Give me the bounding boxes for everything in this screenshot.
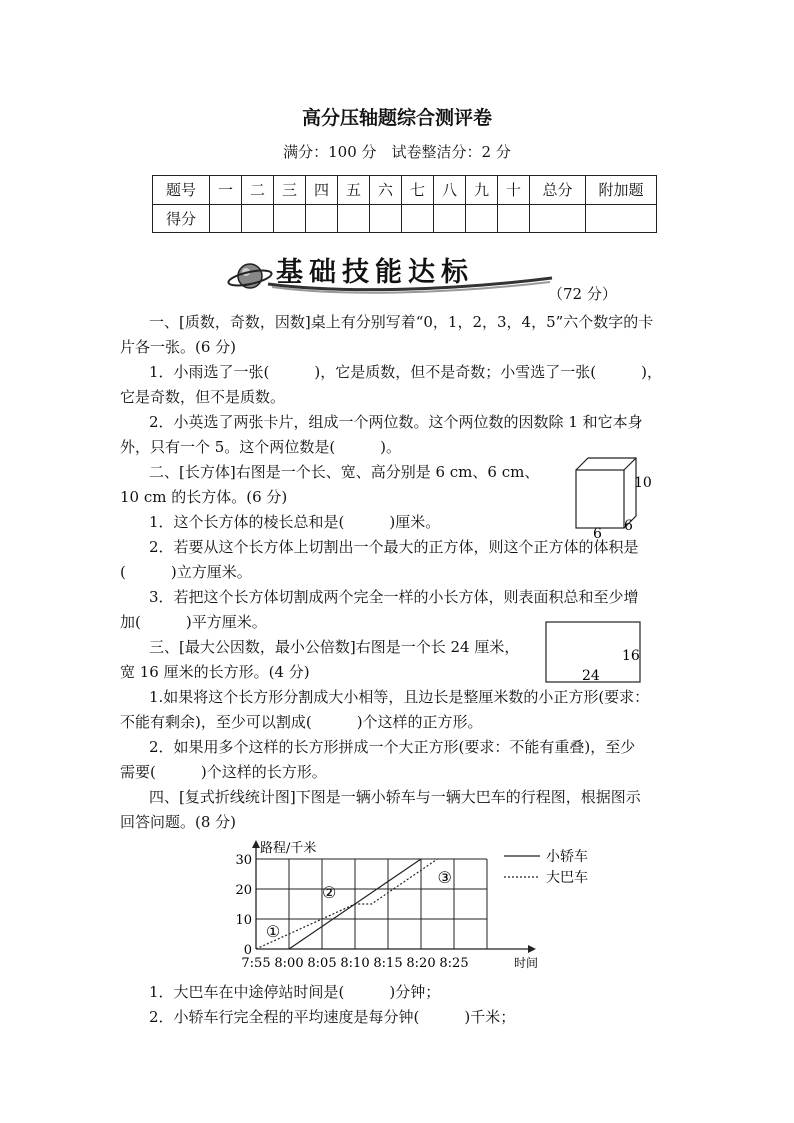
- legend-label-car: 小轿车: [546, 849, 588, 865]
- segment-marker: ②: [322, 883, 337, 902]
- q1-stem-line1: 一、[质数，奇数，因数]桌上有分别写着“0，1，2，3，4，5”六个数字的卡: [149, 313, 654, 331]
- rectangle-length-label: 24: [582, 668, 600, 684]
- score-cell: 总分: [530, 176, 586, 205]
- q4-stem-line1: 四、[复式折线统计图]下图是一辆小轿车与一辆大巴车的行程图，根据图示: [149, 788, 641, 806]
- score-blank[interactable]: [434, 204, 466, 233]
- x-axis-label: 时间: [514, 956, 539, 970]
- score-blank[interactable]: [530, 204, 586, 233]
- score-table-header-row: [153, 176, 657, 205]
- q1-sub1-line1: 1．小雨选了一张( )，它是质数，但不是奇数；小雪选了一张( )，: [149, 363, 662, 381]
- legend-label-bus: 大巴车: [546, 870, 588, 886]
- q1-sub2-line2: 外，只有一个 5。这个两位数是( )。: [120, 438, 402, 456]
- score-blank[interactable]: [370, 204, 402, 233]
- score-cell: 附加题: [586, 176, 657, 205]
- q2-stem-line2: 10 cm 的长方体。(6 分): [120, 488, 288, 506]
- q2-stem-line1: 二、[长方体]右图是一个长、宽、高分别是 6 cm、6 cm、: [149, 463, 540, 481]
- page-subtitle: 满分：100 分 试卷整洁分：2 分: [283, 143, 511, 161]
- score-label: 得分: [153, 204, 210, 233]
- score-blank[interactable]: [586, 204, 657, 233]
- q2-sub2-line2: ( )立方厘米。: [120, 563, 252, 581]
- score-blank[interactable]: [274, 204, 306, 233]
- score-cell: 一: [210, 176, 242, 205]
- q2-sub3-line2: 加( )平方厘米。: [120, 613, 267, 631]
- rectangle-figure: [544, 620, 644, 686]
- cuboid-length-label: 6: [593, 526, 602, 540]
- score-cell: 十: [498, 176, 530, 205]
- x-tick-label: 8:15: [373, 956, 403, 971]
- q2-sub2-line1: 2．若要从这个长方体上切割出一个最大的正方体，则这个正方体的体积是: [149, 538, 639, 556]
- score-table: [152, 175, 657, 233]
- q3-stem-line1: 三、[最大公因数，最小公倍数]右图是一个长 24 厘米，: [149, 638, 520, 656]
- travel-chart: [226, 836, 596, 976]
- score-cell: 六: [370, 176, 402, 205]
- q4-stem-line2: 回答问题。(8 分): [120, 813, 237, 831]
- q1-sub1-line2: 它是奇数，但不是质数。: [120, 388, 286, 406]
- segment-marker: ③: [437, 868, 452, 887]
- y-tick-label: 10: [235, 913, 252, 928]
- score-cell: 五: [338, 176, 370, 205]
- q3-sub2-line1: 2．如果用多个这样的长方形拼成一个大正方形(要求：不能有重叠)，至少: [149, 738, 636, 756]
- y-tick-label: 30: [235, 853, 252, 868]
- q3-sub1-line1: 1.如果将这个长方形分割成大小相等，且边长是整厘米数的小正方形(要求：: [149, 688, 650, 706]
- y-axis-arrow-icon: [252, 840, 260, 848]
- q3-stem-line2: 宽 16 厘米的长方形。(4 分): [120, 663, 310, 681]
- score-cell: 七: [402, 176, 434, 205]
- score-cell: 九: [466, 176, 498, 205]
- x-tick-label: 8:20: [406, 956, 436, 971]
- score-cell: 四: [306, 176, 338, 205]
- segment-marker: ①: [265, 922, 281, 941]
- rectangle-width-label: 16: [622, 648, 640, 664]
- y-tick-label: 0: [243, 943, 252, 958]
- cuboid-figure: [568, 454, 658, 540]
- series-line-bus: [256, 859, 438, 949]
- x-tick-label: 8:00: [274, 956, 304, 971]
- q2-sub3-line1: 3．若把这个长方体切割成两个完全一样的小长方体，则表面积总和至少增: [149, 588, 639, 606]
- cuboid-height-label: 10: [634, 475, 652, 491]
- score-blank[interactable]: [242, 204, 274, 233]
- q4-sub1: 1．大巴车在中途停站时间是( )分钟；: [149, 983, 441, 1001]
- q3-sub1-line2: 不能有剩余)，至少可以割成( )个这样的正方形。: [120, 713, 483, 731]
- x-tick-label: 7:55: [241, 956, 271, 971]
- score-blank[interactable]: [338, 204, 370, 233]
- q4-sub2: 2．小轿车行完全程的平均速度是每分钟( )千米；: [149, 1008, 516, 1026]
- cuboid-width-label: 6: [624, 518, 633, 534]
- score-blank[interactable]: [466, 204, 498, 233]
- x-tick-label: 8:10: [340, 956, 370, 971]
- score-cell: 三: [274, 176, 306, 205]
- page-title: 高分压轴题综合测评卷: [301, 107, 492, 129]
- score-table-score-row: [153, 204, 657, 233]
- score-blank[interactable]: [498, 204, 530, 233]
- x-tick-label: 8:05: [307, 956, 337, 971]
- x-tick-label: 8:25: [439, 956, 469, 971]
- score-cell: 二: [242, 176, 274, 205]
- score-blank[interactable]: [402, 204, 434, 233]
- chart-legend: [504, 849, 588, 886]
- x-axis-arrow-icon: [528, 945, 536, 953]
- section-points: （72 分）: [548, 285, 617, 303]
- y-axis-label: 路程/千米: [260, 841, 317, 856]
- score-cell: 题号: [153, 176, 210, 205]
- score-cell: 八: [434, 176, 466, 205]
- score-blank[interactable]: [210, 204, 242, 233]
- planet-icon: [227, 264, 273, 288]
- q1-stem-line2: 片各一张。(6 分): [120, 338, 237, 356]
- y-tick-label: 20: [235, 883, 252, 898]
- section-title: 基础技能达标: [276, 257, 474, 288]
- q3-sub2-line2: 需要( )个这样的长方形。: [120, 763, 327, 781]
- q1-sub2-line1: 2．小英选了两张卡片，组成一个两位数。这个两位数的因数除 1 和它本身: [149, 413, 643, 431]
- q2-sub1: 1．这个长方体的棱长总和是( )厘米。: [149, 513, 441, 531]
- score-blank[interactable]: [306, 204, 338, 233]
